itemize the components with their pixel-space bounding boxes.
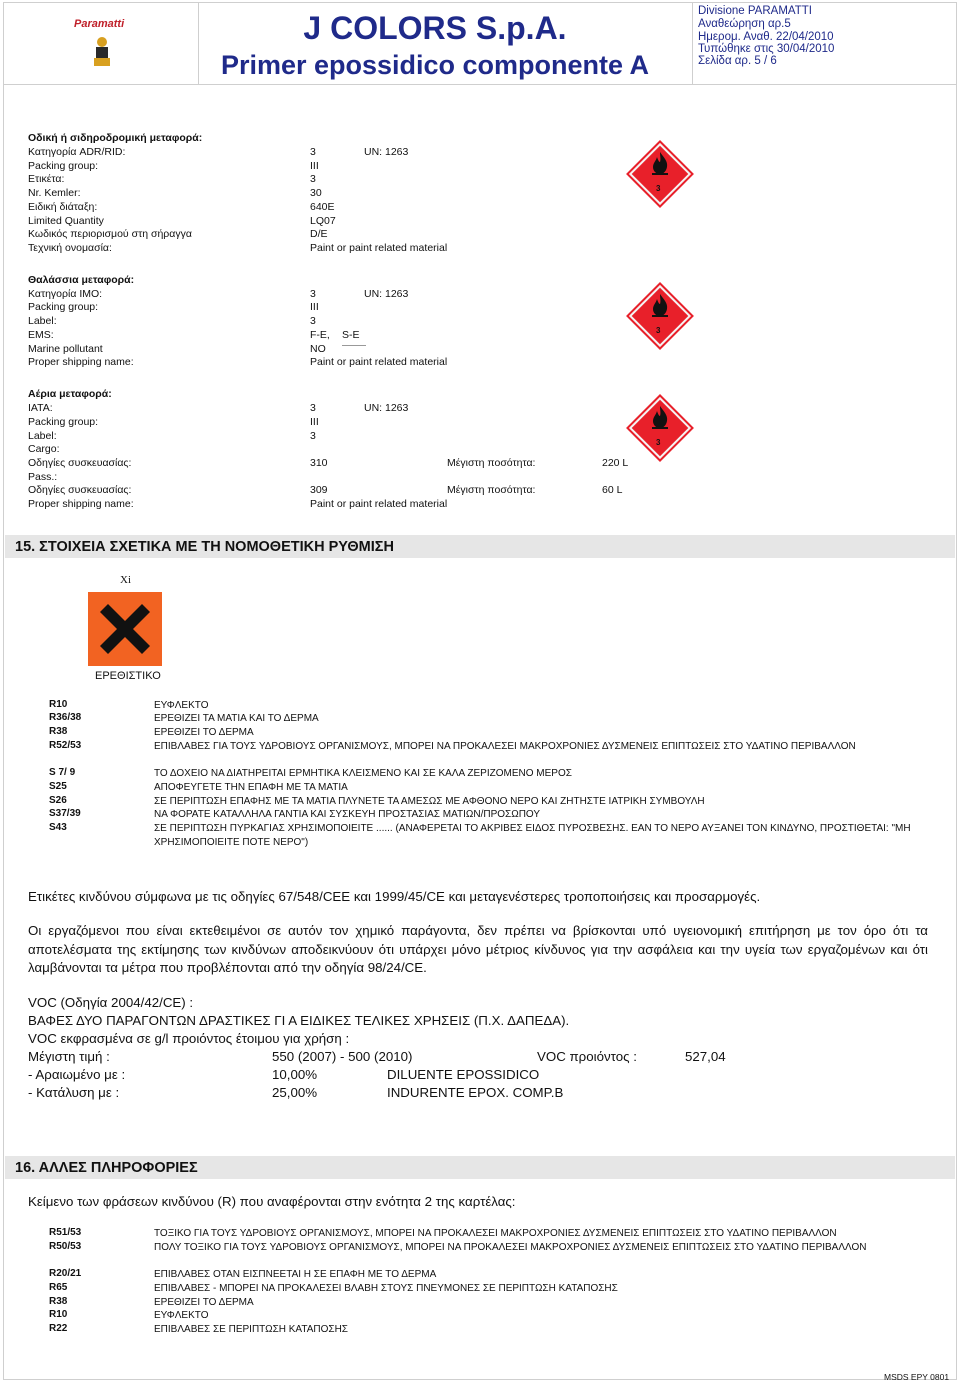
hazard-symbol-caption: ΕΡΕΘΙΣΤΙΚΟ	[95, 670, 161, 682]
sea-label: Label:	[28, 315, 57, 327]
road-un: UN: 1263	[364, 146, 409, 158]
air-max-label: Μέγιστη ποσότητα:	[447, 457, 536, 469]
safety-text: ΝΑ ΦΟΡΑΤΕ ΚΑΤΑΛΛΗΛΑ ΓΑΝΤΙΑ ΚΑΙ ΣΥΣΚΕΥΗ ΠΡΟΣΤΑΣΙΑΣ ΜΑΤΙΩΝ/ΠΡΟΣΩΠΟΥ	[154, 809, 541, 820]
air-label: Cargo:	[28, 443, 60, 455]
header-separator-left	[198, 2, 199, 84]
air-value: 3	[310, 402, 316, 414]
hazard-class-number: 3	[656, 438, 661, 447]
voc-product-value: 527,04	[685, 1049, 726, 1064]
risk-text: ΕΡΕΘΙΖΕΙ ΤΟ ΔΕΡΜΑ	[154, 727, 254, 738]
air-label: Pass.:	[28, 471, 58, 483]
safety-code: S26	[49, 795, 67, 806]
air-value: III	[310, 416, 319, 428]
sea-label: Packing group:	[28, 301, 99, 313]
safety-text: ΤΟ ΔΟΧΕΙΟ ΝΑ ΔΙΑΤΗΡΕΙΤΑΙ ΕΡΜΗΤΙΚΑ ΚΛΕΙΣΜΕΝΟ ΚΑΙ ΣΕ ΚΑΛΑ ΖΕΡΙΖΟΜΕΝΟ ΜΕΡΟΣ	[154, 768, 572, 779]
air-label: Label:	[28, 430, 57, 442]
header-page-number: Σελίδα αρ. 5 / 6	[698, 55, 777, 67]
air-label: IATA:	[28, 402, 53, 414]
ems-underline	[342, 345, 366, 346]
company-title: J COLORS S.p.A.	[303, 10, 567, 46]
road-value: III	[310, 160, 319, 172]
dilution-value: 10,00%	[272, 1067, 318, 1082]
air-max-value: 60 L	[602, 484, 623, 496]
risk-code: R10	[49, 1309, 68, 1320]
road-value: 3	[310, 146, 316, 158]
section-15-title: 15. ΣΤΟΙΧΕΙΑ ΣΧΕΤΙΚΑ ΜΕ ΤΗ ΝΟΜΟΘΕΤΙΚΗ ΡΥΘΜΙΣΗ	[15, 539, 394, 555]
air-heading: Αέρια μεταφορά:	[28, 388, 112, 400]
header-separator-right	[692, 2, 693, 84]
risk-text: ΕΥΦΛΕΚΤΟ	[154, 1310, 209, 1321]
cross-icon	[88, 592, 162, 666]
air-label: Οδηγίες συσκευασίας:	[28, 457, 132, 469]
catalysis-value: 25,00%	[272, 1085, 318, 1100]
risk-code: R50/53	[49, 1241, 82, 1252]
risk-code: R65	[49, 1282, 68, 1293]
sea-label: Κατηγορία IMO:	[28, 288, 103, 300]
risk-text: ΠΟΛΥ ΤΟΞΙΚΟ ΓΙΑ ΤΟΥΣ ΥΔΡΟΒΙΟΥΣ ΟΡΓΑΝΙΣΜΟΥΣ, ΜΠΟΡΕΙ ΝΑ ΠΡΟΚΑΛΕΣΕΙ ΜΑΚΡΟΧΡΟΝΙΕΣ ΔΥΣΜΕΝΕΙΣ ΕΠΙΠΤΩΣΕΙΣ ΣΤΟ ΥΔΑΤΙΝΟ ΠΕΡΙΒΑΛΛΟΝ	[154, 1242, 867, 1253]
road-label: Ειδική διάταξη:	[28, 201, 98, 213]
sea-ems-se: S-E	[342, 329, 360, 341]
risk-code: R38	[49, 1296, 68, 1307]
safety-code: S37/39	[49, 808, 81, 819]
air-value: Paint or paint related material	[310, 498, 448, 510]
voc-directive: VOC (Οδηγία 2004/42/CE) :	[28, 995, 194, 1010]
dilution-name: DILUENTE EPOSSIDICO	[387, 1067, 540, 1082]
risk-text: ΕΠΙΒΛΑΒΕΣ ΓΙΑ ΤΟΥΣ ΥΔΡΟΒΙΟΥΣ ΟΡΓΑΝΙΣΜΟΥΣ, ΜΠΟΡΕΙ ΝΑ ΠΡΟΚΑΛΕΣΕΙ ΜΑΚΡΟΧΡΟΝΙΕΣ ΔΥΣΜΕΝΕΙΣ ΕΠΙΠΤΩΣΕΙΣ ΣΤΟ ΥΔΑΤΙΝΟ ΠΕΡΙΒΑΛΛΟΝ	[154, 741, 856, 752]
road-value: Paint or paint related material	[310, 242, 448, 254]
footer-code: MSDS EPY 0801	[884, 1372, 950, 1382]
sea-un: UN: 1263	[364, 288, 409, 300]
section-16-header	[5, 1156, 955, 1179]
logo-figure-icon	[70, 18, 134, 68]
risk-text: ΕΡΕΘΙΖΕΙ ΤΟ ΔΕΡΜΑ	[154, 1297, 254, 1308]
section-16-title: 16. ΑΛΛΕΣ ΠΛΗΡΟΦΟΡΙΕΣ	[15, 1160, 198, 1176]
sea-value: Paint or paint related material	[310, 356, 448, 368]
safety-code: S43	[49, 822, 67, 833]
road-label: Κατηγορία ADR/RID:	[28, 146, 126, 158]
risk-text: ΕΥΦΛΕΚΤΟ	[154, 700, 209, 711]
product-title: Primer epossidico componente A	[220, 50, 650, 80]
sea-label: EMS:	[28, 329, 54, 341]
sea-heading: Θαλάσσια μεταφορά:	[28, 274, 135, 286]
safety-text: ΣΕ ΠΕΡΙΠΤΩΣΗ ΠΥΡΚΑΓΙΑΣ ΧΡΗΣΙΜΟΠΟΙΕΙΤΕ ...... (ΑΝΑΦΕΡΕΤΑΙ ΤΟ ΑΚΡΙΒΕΣ ΕΙΔΟΣ ΠΥΡΟΣΒΕΣΗΣ. ΕΑΝ ΤΟ ΝΕΡΟ ΑΥΞΑΝΕΙ ΤΟΝ ΚΙΝΔΥΝΟ, ΠΡΟΣΤΙΘΕΤΑΙ: "ΜΗ ΧΡΗΣΙΜΟΠΟΙΕΙΤΕ ΠΟΤΕ ΝΕΡΟ")	[154, 823, 911, 848]
dilution-label: - Αραιωμένο με :	[28, 1067, 126, 1082]
sea-value: III	[310, 301, 319, 313]
hazard-class-number: 3	[656, 326, 661, 335]
air-value: 309	[310, 484, 328, 496]
risk-code: R38	[49, 726, 68, 737]
risk-text: ΕΡΕΘΙΖΕΙ ΤΑ ΜΑΤΙΑ ΚΑΙ ΤΟ ΔΕΡΜΑ	[154, 713, 319, 724]
road-label: Nr. Kemler:	[28, 187, 81, 199]
labeling-directive-text: Ετικέτες κινδύνου σύμφωνα με τις οδηγίες 67/548/CEE και 1999/45/CE και μεταγενέστερες τροποποιήσεις και προσαρμογές.	[28, 889, 761, 904]
safety-code: S 7/ 9	[49, 767, 76, 778]
flame-icon	[648, 292, 672, 318]
flame-icon	[648, 150, 672, 176]
hazard-symbol-code: Xi	[120, 574, 131, 586]
voc-max-label: Μέγιστη τιμή :	[28, 1049, 110, 1064]
header-divider	[3, 84, 957, 85]
risk-code: R36/38	[49, 712, 82, 723]
section-16-intro: Κείμενο των φράσεων κινδύνου (R) που αναφέρονται στην ενότητα 2 της καρτέλας:	[28, 1194, 516, 1209]
air-label: Proper shipping name:	[28, 498, 134, 510]
logo-text: Paramatti	[74, 18, 125, 30]
air-label: Οδηγίες συσκευασίας:	[28, 484, 132, 496]
road-label: Κωδικός περιορισμού στη σήραγγα	[28, 228, 192, 240]
air-max-label: Μέγιστη ποσότητα:	[447, 484, 536, 496]
voc-product-label: VOC προιόντος :	[537, 1049, 637, 1064]
sea-label: Marine pollutant	[28, 343, 103, 355]
company-logo	[70, 18, 134, 68]
road-value: LQ07	[310, 215, 336, 227]
flammable-label-air	[628, 396, 692, 460]
road-value: 30	[310, 187, 322, 199]
voc-expression: VOC εκφρασμένα σε g/l προιόντος έτοιμου για χρήση :	[28, 1031, 350, 1046]
irritant-symbol	[88, 592, 162, 666]
section-15-header	[5, 535, 955, 558]
road-label: Packing group:	[28, 160, 99, 172]
worker-surveillance-text: Οι εργαζόμενοι που είναι εκτεθειμένοι σε αυτόν τον χημικό παράγοντα, δεν πρέπει να βρίσκονται υπό υγειονομική επιτήρηση με τον όρο ότι τα αποτελέσματα της εκτίμησης των κινδύνων αποδεικνύουν ότι υπάρχει μόνο μέτριος κίνδυνος για την ασφάλεια και την υγεία των εργαζομένων και ότι λαμβάνονται τα μέτρα που προβλέπονται από την οδηγία 98/24/CE.	[28, 923, 928, 975]
header-division: Divisione PARAMATTI	[698, 5, 812, 17]
safety-text: ΑΠΟΦΕΥΓΕΤΕ ΤΗΝ ΕΠΑΦΗ ΜΕ ΤΑ ΜΑΤΙΑ	[154, 782, 348, 793]
flammable-label-road	[628, 142, 692, 206]
header-revision-date: Ημερομ. Αναθ. 22/04/2010	[698, 31, 834, 43]
risk-code: R51/53	[49, 1227, 82, 1238]
hazard-class-number: 3	[656, 184, 661, 193]
risk-text: ΤΟΞΙΚΟ ΓΙΑ ΤΟΥΣ ΥΔΡΟΒΙΟΥΣ ΟΡΓΑΝΙΣΜΟΥΣ, ΜΠΟΡΕΙ ΝΑ ΠΡΟΚΑΛΕΣΕΙ ΜΑΚΡΟΧΡΟΝΙΕΣ ΔΥΣΜΕΝΕΙΣ ΕΠΙΠΤΩΣΕΙΣ ΣΤΟ ΥΔΑΤΙΝΟ ΠΕΡΙΒΑΛΛΟΝ	[154, 1228, 837, 1239]
risk-text: ΕΠΙΒΛΑΒΕΣ ΣΕ ΠΕΡΙΠΤΩΣΗ ΚΑΤΑΠΟΣΗΣ	[154, 1324, 348, 1335]
voc-category: ΒΑΦΕΣ ΔΥΟ ΠΑΡΑΓΟΝΤΩΝ ΔΡΑΣΤΙΚΕΣ ΓΙ Α ΕΙΔΙΚΕΣ ΤΕΛΙΚΕΣ ΧΡΗΣΕΙΣ (Π.Χ. ΔΑΠΕΔΑ).	[28, 1013, 570, 1028]
sea-value: 3	[310, 315, 316, 327]
sea-value: F-E,	[310, 329, 330, 341]
air-un: UN: 1263	[364, 402, 409, 414]
road-heading: Οδική ή σιδηροδρομική μεταφορά:	[28, 132, 203, 144]
road-label: Limited Quantity	[28, 215, 104, 227]
risk-code: R10	[49, 699, 68, 710]
road-value: D/E	[310, 228, 328, 240]
safety-text: ΣΕ ΠΕΡΙΠΤΩΣΗ ΕΠΑΦΗΣ ΜΕ ΤΑ ΜΑΤΙΑ ΠΛΥΝΕΤΕ ΤΑ ΑΜΕΣΩΣ ΜΕ ΑΦΘΟΝΟ ΝΕΡΟ ΚΑΙ ΖΗΤΗΣΤΕ ΙΑΤΡΙΚΗ ΣΥΜΒΟΥΛΗ	[154, 796, 705, 807]
safety-code: S25	[49, 781, 67, 792]
flammable-label-sea	[628, 284, 692, 348]
road-label: Ετικέτα:	[28, 173, 65, 185]
risk-code: R20/21	[49, 1268, 82, 1279]
air-max-value: 220 L	[602, 457, 629, 469]
voc-max-value: 550 (2007) - 500 (2010)	[272, 1049, 413, 1064]
air-label: Packing group:	[28, 416, 99, 428]
header-revision: Αναθεώρηση αρ.5	[698, 18, 791, 30]
air-value: 3	[310, 430, 316, 442]
flame-icon	[648, 404, 672, 430]
risk-text: ΕΠΙΒΛΑΒΕΣ ΟΤΑΝ ΕΙΣΠΝΕΕΤΑΙ Η ΣΕ ΕΠΑΦΗ ΜΕ ΤΟ ΔΕΡΜΑ	[154, 1269, 437, 1280]
sea-value: 3	[310, 288, 316, 300]
road-value: 3	[310, 173, 316, 185]
sea-label: Proper shipping name:	[28, 356, 134, 368]
catalysis-name: INDURENTE EPOX. COMP.B	[387, 1085, 564, 1100]
catalysis-label: - Κατάλυση με :	[28, 1085, 120, 1100]
air-value: 310	[310, 457, 328, 469]
header-print-date: Τυπώθηκε στις 30/04/2010	[698, 43, 835, 55]
sea-value: NO	[310, 343, 326, 355]
road-label: Τεχνική ονομασία:	[28, 242, 112, 254]
risk-text: ΕΠΙΒΛΑΒΕΣ - ΜΠΟΡΕΙ ΝΑ ΠΡΟΚΑΛΕΣΕΙ ΒΛΑΒΗ ΣΤΟΥΣ ΠΝΕΥΜΟΝΕΣ ΣΕ ΠΕΡΙΠΤΩΣΗ ΚΑΤΑΠΟΣΗΣ	[154, 1283, 618, 1294]
risk-code: R22	[49, 1323, 68, 1334]
risk-code: R52/53	[49, 740, 82, 751]
road-value: 640E	[310, 201, 335, 213]
